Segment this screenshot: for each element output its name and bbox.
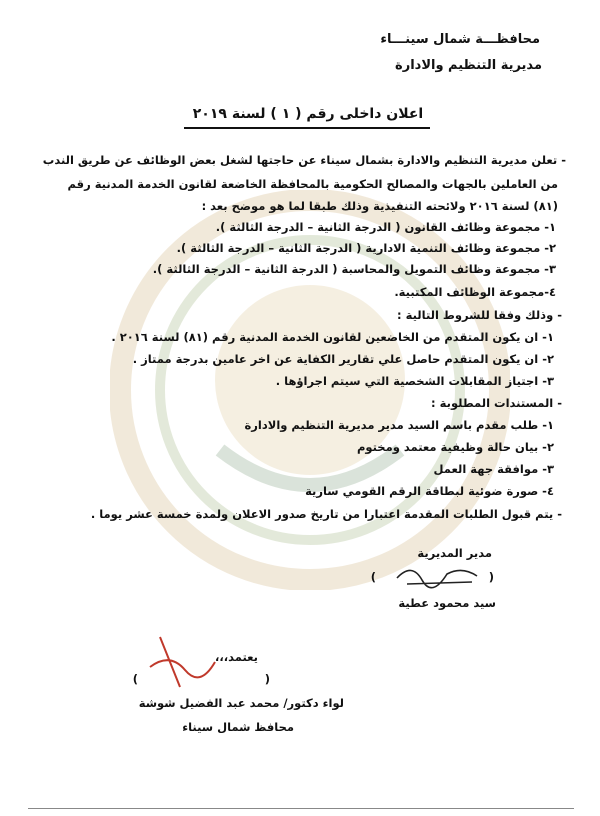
directorate-heading: مديرية التنظيم والادارة [395,58,542,73]
director-signature-mark [392,560,482,590]
director-paren-close: ) [370,570,376,584]
document-item-4: ٤- صورة ضوئية لبطاقة الرقم القومي سارية [305,484,554,498]
document-item-1: ١- طلب مقدم باسم السيد مدير مديرية التنظيم والادارة [244,418,554,432]
approval-label: يعتمد،،، [215,650,258,664]
condition-item-1: ١- ان يكون المتقدم من الخاضعين لقانون الخدمة المدنية رقم (٨١) لسنة ٢٠١٦ . [111,330,554,344]
intro-line-3: (٨١) لسنة ٢٠١٦ ولائحته التنفيذية وذلك طبقا لما هو موضح بعد : [201,199,558,213]
documents-intro: - المستندات المطلوبة : [431,396,562,410]
condition-item-2: ٢- ان يكون المتقدم حاصل علي تقارير الكفاية عن اخر عامين بدرجة ممتاز . [132,352,554,366]
announcement-title: اعلان داخلى رقم ( ١ ) لسنة ٢٠١٩ [192,106,424,122]
governorate-heading: محافظـــة شمال سينـــاء [380,32,540,47]
governor-name: لواء دكتور/ محمد عبد الفضيل شوشة [138,696,344,710]
director-name: سيد محمود عطية [398,596,496,610]
job-item-1: ١- مجموعة وظائف القانون ( الدرجة الثانية – الدرجة الثالثة ). [215,220,556,234]
intro-line-1: - تعلن مديرية التنظيم والادارة بشمال سيناء عن حاجتها لشغل بعض الوظائف عن طريق الندب [42,153,566,167]
conditions-intro: - وذلك وفقا للشروط التالية : [397,308,562,322]
title-underline [184,127,430,129]
deadline-note: - يتم قبول الطلبات المقدمة اعتبارا من تاريخ صدور الاعلان ولمدة خمسة عشر يوما . [90,507,562,521]
intro-line-2: من العاملين بالجهات والمصالح الحكومية بالمحافظة الخاضعة لقانون الخدمة المدنية رقم [67,177,558,191]
job-item-4: ٤-مجموعة الوظائف المكتبية. [394,285,556,299]
document-item-2: ٢- بيان حالة وظيفية معتمد ومختوم [356,440,554,454]
governor-role: محافظ شمال سيناء [182,720,294,734]
director-role: مدير المديرية [417,546,492,560]
governor-paren-open: ( [264,672,270,686]
job-item-2: ٢- مجموعة وظائف التنمية الادارية ( الدرجة الثانية – الدرجة الثالثة ). [176,241,556,255]
governor-paren-close: ) [132,672,138,686]
page-bottom-border [28,808,574,809]
director-paren-open: ( [488,570,494,584]
job-item-3: ٣- مجموعة وظائف التمويل والمحاسبة ( الدرجة الثانية – الدرجة الثالثة ). [152,262,556,276]
condition-item-3: ٣- اجتياز المقابلات الشخصية التي سيتم اجراؤها . [275,374,554,388]
document-item-3: ٣- موافقة جهة العمل [433,462,554,476]
governor-signature-mark [140,632,220,692]
